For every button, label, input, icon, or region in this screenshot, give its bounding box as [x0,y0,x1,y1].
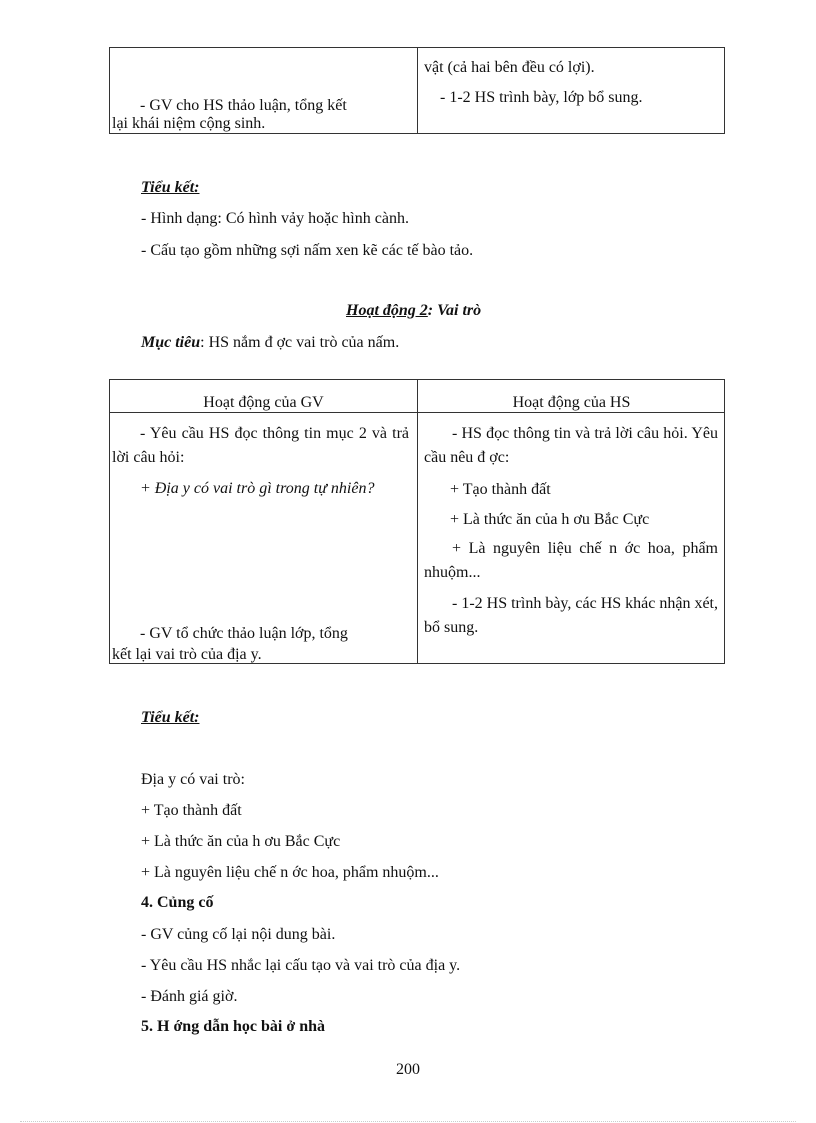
table2-right-1: - HS đọc thông tin và trả lời câu hỏi. Yêu cầu nêu đ ợc: [424,425,718,466]
activity2-heading-label: Hoạt động 2 [346,302,428,319]
activity2-goal-label: Mục tiêu [141,334,201,351]
page-number: 200 [396,1061,420,1078]
page-footer-rule [20,1121,796,1122]
activity2-heading-rest: : Vai trò [427,302,482,319]
table-column-divider [417,48,418,133]
activity2-heading [346,301,481,321]
table1-right-top: vật (cả hai bên đều có lợi). [424,59,595,76]
section4-line-2: - Yêu cầu HS nhắc lại cấu tạo và vai trò của địa y. [141,957,461,974]
section4-line-3: - Đánh giá giờ. [141,988,238,1005]
section4-heading: 4. Củng cố [141,894,214,911]
summary1-heading: Tiểu kết: [141,179,200,196]
table2-right-5: - 1-2 HS trình bày, các HS khác nhận xét, bổ sung. [424,595,718,636]
activity2-goal [141,333,399,353]
table2-header-right: Hoạt động của HS [512,394,631,411]
table1-left-item-2: lại khái niệm cộng sinh. [112,115,266,132]
section5-heading: 5. H ớng dẫn học bài ở nhà [141,1018,325,1035]
summary1-line-1: - Hình dạng: Có hình vảy hoặc hình cành. [141,210,409,227]
table2-left-3a: - GV tổ chức thảo luận lớp, tổng [140,625,348,642]
table2-left-1: - Yêu cầu HS đọc thông tin mục 2 và trả lời câu hỏi: [112,425,409,466]
section4-line-1: - GV củng cố lại nội dung bài. [141,926,336,943]
table2-right-4: + Là nguyên liệu chế n ớc hoa, phẩm nhuộm... [424,540,718,581]
table2-header-left: Hoạt động của GV [203,394,324,411]
activity2-goal-text: : HS nắm đ ợc vai trò của nấm. [200,334,400,351]
table2-left-3b: kết lại vai trò của địa y. [112,646,262,663]
table2-right-2: + Tạo thành đất [450,481,551,498]
table1-left-item-1: - GV cho HS thảo luận, tổng kết [140,97,347,114]
table1-right-item: - 1-2 HS trình bày, lớp bổ sung. [440,89,643,106]
table2-left-2: + Địa y có vai trò gì trong tự nhiên? [140,480,375,497]
summary2-line-1: Địa y có vai trò: [141,771,245,788]
summary2-heading: Tiểu kết: [141,709,200,726]
table2-right-3: + Là thức ăn của h ơu Bắc Cực [450,511,650,528]
summary2-line-3: + Là thức ăn của h ơu Bắc Cực [141,833,341,850]
activity-table [109,379,725,664]
table2-column-divider [417,380,418,663]
summary2-line-4: + Là nguyên liệu chế n ớc hoa, phẩm nhuộm... [141,864,439,881]
table-continuation [109,47,725,134]
summary1-line-2: - Cấu tạo gồm những sợi nấm xen kẽ các tế bào tảo. [141,242,474,259]
summary2-line-2: + Tạo thành đất [141,802,242,819]
